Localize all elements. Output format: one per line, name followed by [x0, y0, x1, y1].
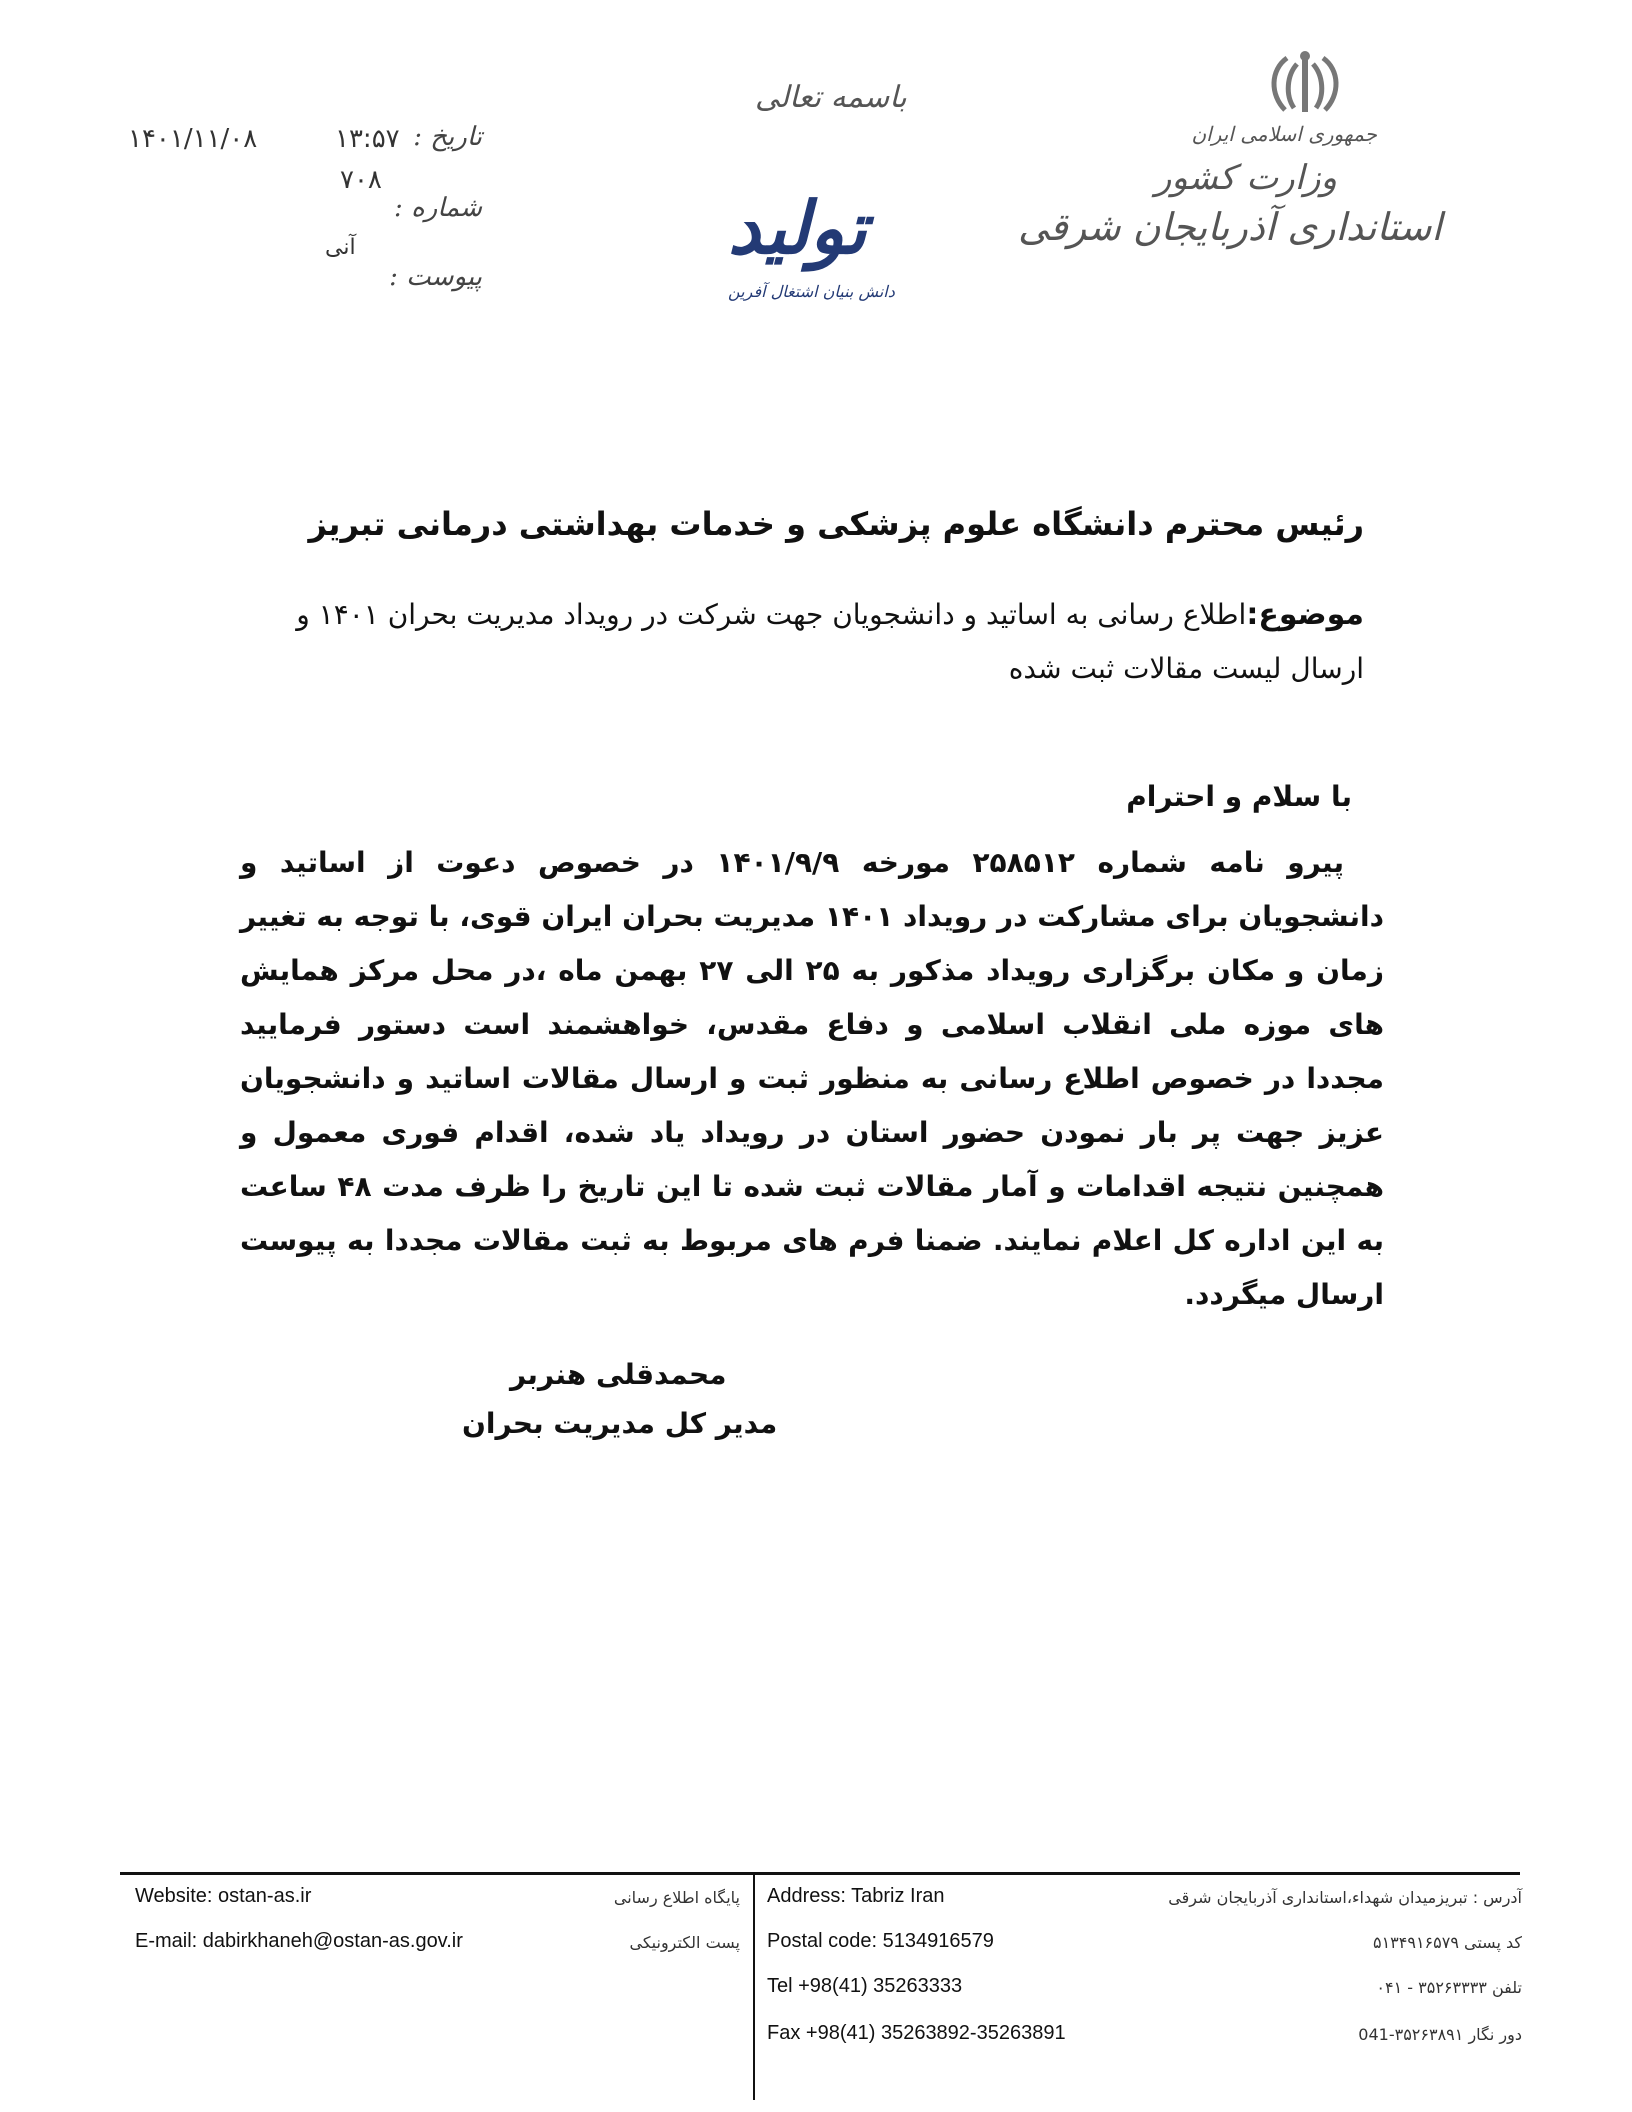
footer-website-label: پایگاه اطلاع رسانی — [613, 1888, 740, 1907]
signer-name: محمدقلی هنربر — [510, 1358, 727, 1391]
footer-tel-fa: تلفن ۳۵۲۶۳۳۳۳ - ۰۴۱ — [1376, 1978, 1522, 1997]
subject-text: اطلاع رسانی به اساتید و دانشجویان جهت شرکت در رویداد مدیریت بحران ۱۴۰۱ و ارسال لیست مقالات ثبت شده — [296, 598, 1364, 685]
attachment-value: آنی — [325, 235, 356, 260]
slogan-subtitle: دانش بنیان اشتغال آفرین — [728, 282, 895, 301]
footer-website: Website: ostan-as.ir — [135, 1885, 312, 1907]
footer-postal-fa: کد پستی ۵۱۳۴۹۱۶۵۷۹ — [1372, 1933, 1522, 1952]
footer-top-rule — [120, 1872, 1520, 1875]
slogan-logo: تولید — [728, 185, 867, 270]
greeting: با سلام و احترام — [1126, 780, 1352, 813]
footer-email-label: پست الکترونیکی — [629, 1933, 740, 1952]
footer-tel: Tel +98(41) 35263333 — [767, 1975, 963, 1997]
org-republic: جمهوری اسلامی ایران — [1191, 122, 1377, 146]
footer-fax-fa: دور نگار ۳۵۲۶۳۸۹۱-041 — [1358, 2025, 1522, 2044]
footer-address: Address: Tabriz Iran — [767, 1885, 945, 1907]
date-label: تاریخ : — [413, 122, 482, 152]
footer-fax: Fax +98(41) 35263892-35263891 — [767, 2022, 1066, 2044]
subject — [224, 588, 1364, 696]
number-value: ۷۰۸ — [340, 165, 382, 195]
number-label: شماره : — [394, 193, 482, 223]
recipient: رئیس محترم دانشگاه علوم پزشکی و خدمات بهداشتی درمانی تبریز — [308, 505, 1364, 543]
date-value: ۱۴۰۱/۱۱/۰۸ — [128, 124, 258, 154]
footer-divider — [753, 1875, 755, 2100]
basmala: باسمه تعالی — [755, 80, 907, 115]
attachment-label: پیوست : — [389, 262, 482, 292]
footer-email: E-mail: dabirkhaneh@ostan-as.gov.ir — [135, 1930, 463, 1952]
signer-title: مدیر کل مدیریت بحران — [462, 1407, 778, 1440]
subject-label: موضوع: — [1246, 597, 1364, 632]
iran-emblem-icon — [1265, 50, 1345, 120]
letter-body: پیرو نامه شماره ۲۵۸۵۱۲ مورخه ۱۴۰۱/۹/۹ در خصوص دعوت از اساتید و دانشجویان برای مشارکت در رویداد ۱۴۰۱ مدیریت بحران ایران قوی، با توجه به تغییر زمان و مکان برگزاری رویداد مذکور به ۲۵ الی ۲۷ بهمن ماه ،در محل مرکز همایش های موزه ملی انقلاب اسلامی و دفاع مقدس، خواهشمند است دستور فرمایید مجددا در خصوص اطلاع رسانی به منظور ثبت و ارسال مقالات اساتید و دانشجویان عزیز جهت پر بار نمودن حضور استان در رویداد یاد شده، اقدام فوری معمول و همچنین نتیجه اقدامات و آمار مقالات ثبت شده تا این تاریخ را ظرف مدت ۴۸ ساعت به این اداره کل اعلام نمایند. ضمنا فرم های مربوط به ثبت مقالات مجددا به پیوست ارسال میگردد. — [240, 846, 1384, 1311]
org-ministry: وزارت کشور — [1154, 158, 1337, 198]
emblem — [1265, 50, 1345, 120]
footer-postal: Postal code: 5134916579 — [767, 1930, 994, 1952]
org-governorate: استانداری آذربایجان شرقی — [1018, 205, 1442, 249]
time-value: ۱۳:۵۷ — [335, 124, 400, 154]
footer-address-fa: آدرس : تبریزمیدان شهداء،استانداری آذربایجان شرقی — [1168, 1888, 1522, 1907]
